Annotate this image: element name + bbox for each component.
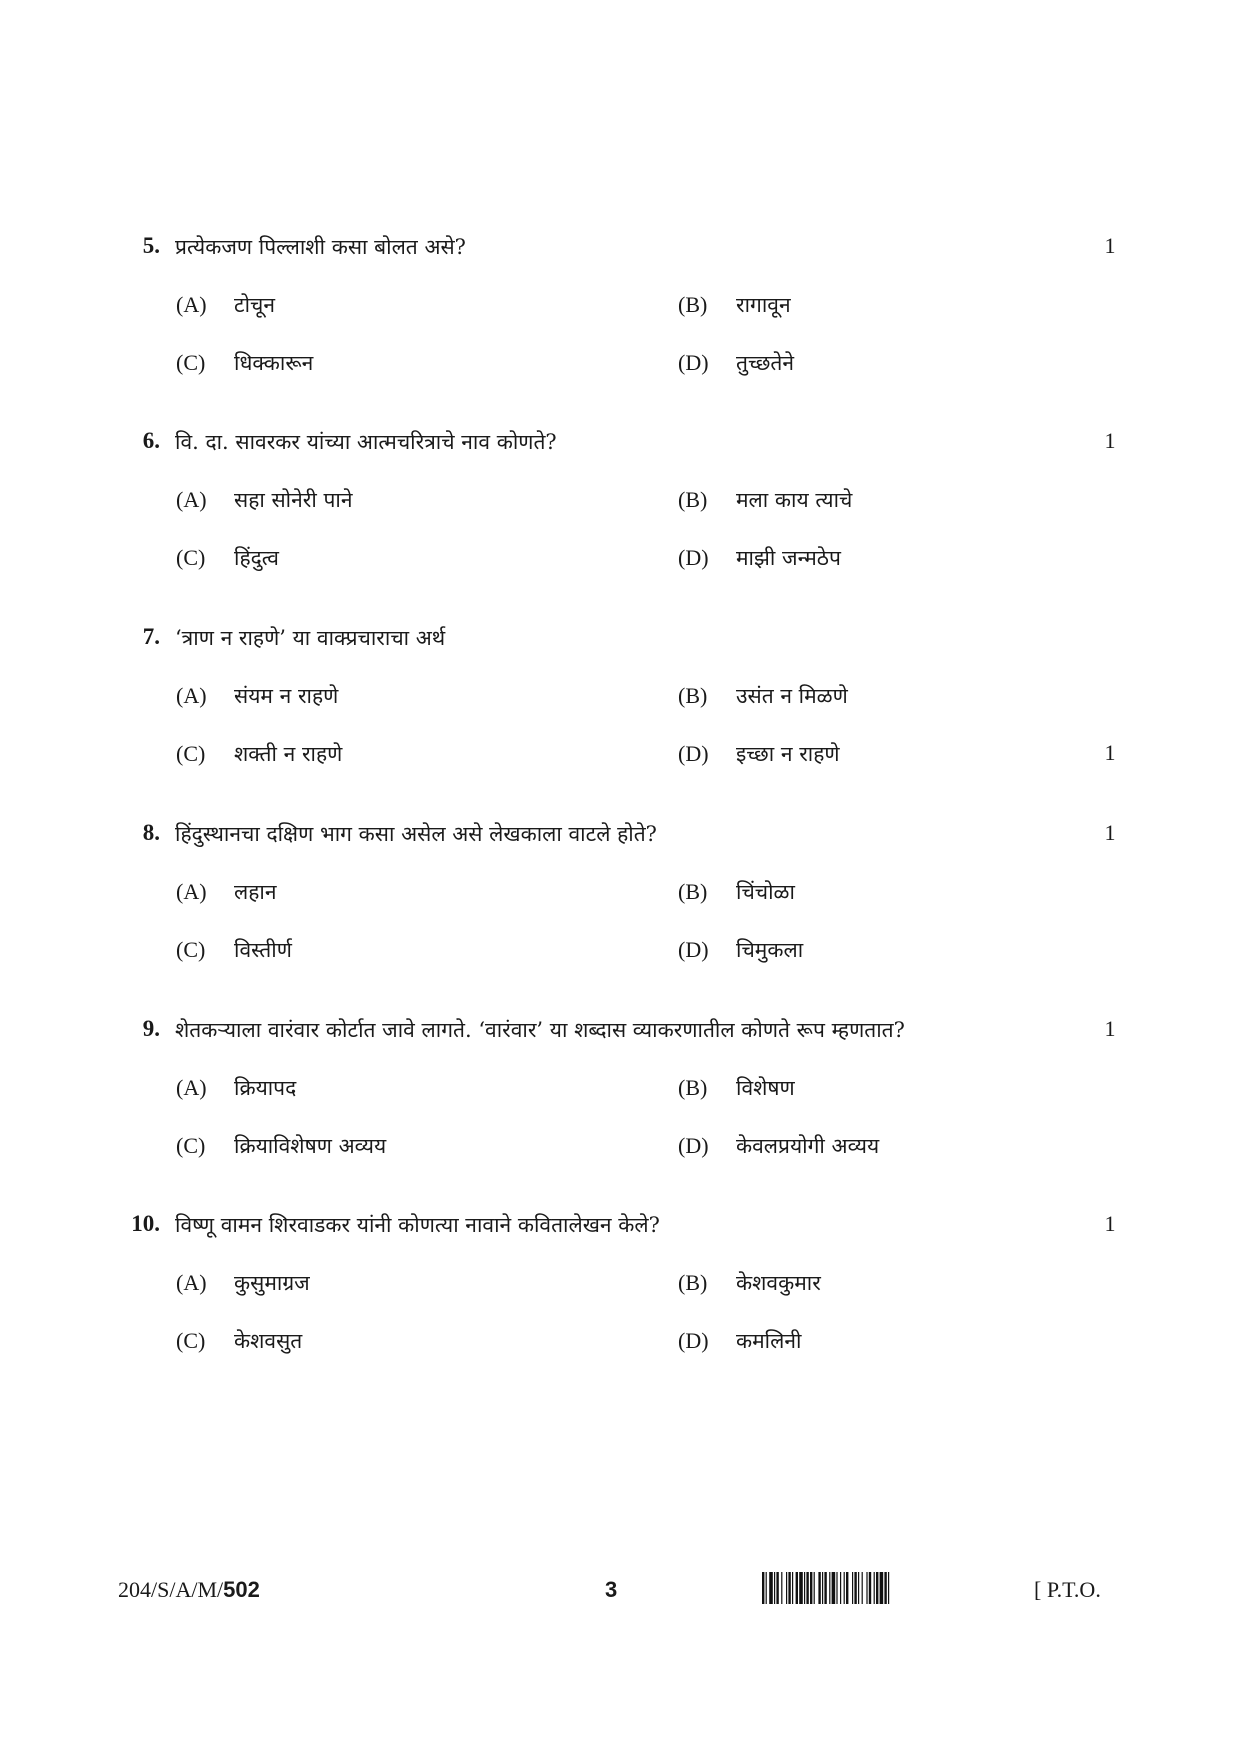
option-label: (B)	[678, 1270, 708, 1295]
question-marks: 1	[1104, 740, 1116, 765]
barcode	[762, 1572, 1017, 1604]
option-a	[176, 291, 275, 319]
option-d	[678, 936, 803, 964]
question-number: 6.	[142, 428, 160, 453]
question-number: 7.	[142, 624, 160, 649]
option-label: (D)	[678, 1133, 709, 1158]
question-marks: 1	[1104, 1016, 1116, 1041]
option-label: (D)	[678, 1328, 709, 1353]
option-text: क्रियापद	[234, 1076, 297, 1100]
option-text: केवलप्रयोगी अव्यय	[736, 1134, 880, 1158]
option-label: (C)	[176, 1328, 206, 1353]
question-text: शेतकऱ्याला वारंवार कोर्टात जावे लागते. ‘वारंवार’ या शब्दास व्याकरणातील कोणते रूप म्हणतात?	[175, 1018, 905, 1042]
question-marks: 1	[1104, 428, 1116, 453]
option-label: (C)	[176, 545, 206, 570]
page-number: 3	[605, 1577, 618, 1602]
question-number: 10.	[131, 1211, 160, 1236]
option-text: विस्तीर्ण	[234, 938, 292, 962]
option-label: (A)	[176, 1270, 207, 1295]
option-b	[678, 486, 852, 514]
option-a	[176, 682, 338, 710]
option-text: कमलिनी	[736, 1329, 802, 1353]
option-label: (A)	[176, 1075, 207, 1100]
option-label: (C)	[176, 937, 206, 962]
question-marks: 1	[1104, 820, 1116, 845]
option-text: शक्ती न राहणे	[234, 742, 343, 766]
option-label: (B)	[678, 1075, 708, 1100]
option-b	[678, 682, 848, 710]
option-text: केशवसुत	[234, 1329, 303, 1353]
option-b	[678, 291, 791, 319]
paper-code	[118, 1577, 260, 1603]
question-number: 5.	[142, 233, 160, 258]
option-label: (B)	[678, 487, 708, 512]
option-label: (B)	[678, 292, 708, 317]
option-label: (C)	[176, 1133, 206, 1158]
option-label: (B)	[678, 683, 708, 708]
option-label: (C)	[176, 350, 206, 375]
option-a	[176, 878, 276, 906]
question-marks: 1	[1104, 1211, 1116, 1236]
option-text: टोचून	[234, 293, 276, 317]
question-number: 9.	[142, 1016, 160, 1041]
option-c	[176, 936, 292, 964]
option-text: हिंदुत्व	[234, 546, 279, 570]
option-text: उसंत न मिळणे	[736, 684, 848, 708]
option-b	[678, 1269, 821, 1297]
question-text: विष्णू वामन शिरवाडकर यांनी कोणत्या नावाने कवितालेखन केले?	[175, 1213, 660, 1237]
option-text: मला काय त्याचे	[736, 488, 853, 512]
question-marks: 1	[1104, 233, 1116, 258]
pto-label: [ P.T.O.	[1034, 1577, 1101, 1602]
option-text: माझी जन्मठेप	[736, 546, 841, 570]
option-label: (A)	[176, 879, 207, 904]
option-c	[176, 349, 313, 377]
option-label: (D)	[678, 937, 709, 962]
option-label: (A)	[176, 292, 207, 317]
option-a	[176, 1269, 310, 1297]
option-label: (D)	[678, 350, 709, 375]
option-b	[678, 1074, 795, 1102]
option-text: संयम न राहणे	[234, 684, 339, 708]
question-text: प्रत्येकजण पिल्लाशी कसा बोलत असे?	[175, 235, 466, 259]
option-d	[678, 740, 840, 768]
option-text: धिक्कारून	[234, 351, 314, 375]
option-c	[176, 1327, 302, 1355]
option-label: (A)	[176, 683, 207, 708]
option-label: (D)	[678, 741, 709, 766]
option-label: (A)	[176, 487, 207, 512]
option-text: सहा सोनेरी पाने	[234, 488, 353, 512]
option-text: इच्छा न राहणे	[736, 742, 840, 766]
option-c	[176, 1132, 386, 1160]
option-c	[176, 544, 279, 572]
option-a	[176, 1074, 296, 1102]
option-b	[678, 878, 795, 906]
question-text: वि. दा. सावरकर यांच्या आत्मचरित्राचे नाव कोणते?	[175, 430, 557, 454]
option-a	[176, 486, 352, 514]
question-text: हिंदुस्थानचा दक्षिण भाग कसा असेल असे लेखकाला वाटले होते?	[175, 822, 657, 846]
option-text: तुच्छतेने	[736, 351, 795, 375]
option-text: रागावून	[736, 293, 791, 317]
question-number: 8.	[142, 820, 160, 845]
option-text: चिंचोळा	[736, 880, 795, 904]
option-d	[678, 1327, 801, 1355]
question-text: ‘त्राण न राहणे’ या वाक्प्रचाराचा अर्थ	[175, 626, 446, 650]
option-text: केशवकुमार	[736, 1271, 821, 1295]
option-text: कुसुमाग्रज	[234, 1271, 310, 1295]
option-label: (B)	[678, 879, 708, 904]
option-text: चिमुकला	[736, 938, 804, 962]
option-c	[176, 740, 342, 768]
paper-code-number: 502	[223, 1577, 260, 1602]
option-d	[678, 349, 794, 377]
option-text: विशेषण	[736, 1076, 795, 1100]
option-text: क्रियाविशेषण अव्यय	[234, 1134, 387, 1158]
option-label: (C)	[176, 741, 206, 766]
option-d	[678, 544, 841, 572]
paper-code-prefix: 204/S/A/M/	[118, 1577, 224, 1602]
option-text: लहान	[234, 880, 277, 904]
option-label: (D)	[678, 545, 709, 570]
option-d	[678, 1132, 879, 1160]
